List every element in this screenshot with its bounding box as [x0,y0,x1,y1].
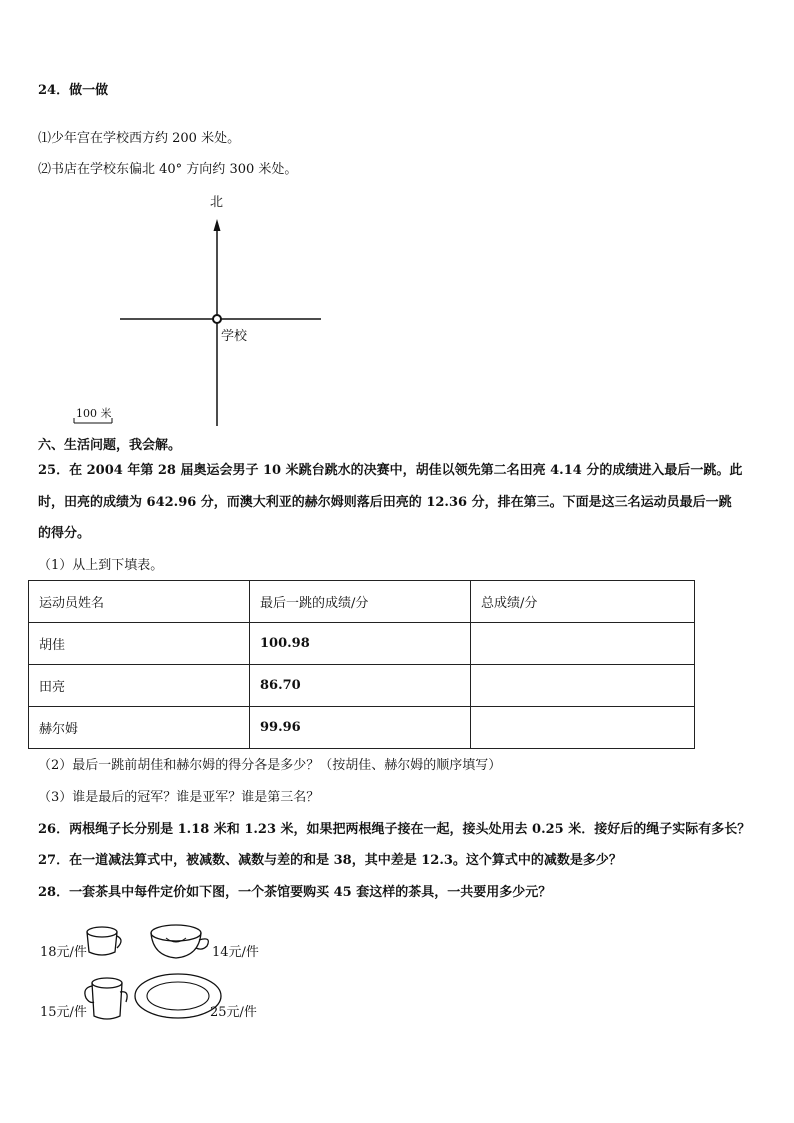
north-label: 北 [210,195,224,210]
school-point-icon [213,315,221,323]
q24-heading: 24．做一做 [38,83,109,98]
total-score-cell[interactable] [471,623,695,665]
q25-line-1: 25．在 2004 年第 28 届奥运会男子 10 米跳台跳水的决赛中，胡佳以领先第二名田亮 4.14 分的成绩进入最后一跳。此 [38,463,743,478]
pot-price: 15元/件 [40,1005,87,1020]
section-6-title: 六、生活问题，我会解。 [38,438,182,453]
q27-text: 27．在一道减法算式中，被减数、减数与差的和是 38，其中差是 12.3。这个算式中的减数是多少？ [38,853,622,868]
school-label: 学校 [221,329,248,344]
last-jump-score: 86.70 [250,665,471,707]
header-last-jump: 最后一跳的成绩/分 [250,581,471,623]
cup-icon [87,927,121,955]
q25-line-3: 的得分。 [38,526,91,541]
q25-sub-3: （3）谁是最后的冠军？谁是亚军？谁是第三名？ [38,790,320,805]
q24-item-1: ⑴少年宫在学校西方约 200 米处。 [38,131,241,146]
table-header-row [29,581,695,623]
pot-icon [85,978,127,1019]
bowl-price: 14元/件 [212,945,259,960]
header-total: 总成绩/分 [471,581,695,623]
score-table [28,580,695,749]
q25-line-2: 时，田亮的成绩为 642.96 分，而澳大利亚的赫尔姆则落后田亮的 12.36 分，排在第三。下面是这三名运动员最后一跳 [38,495,732,510]
athlete-name: 赫尔姆 [29,707,250,749]
q25-sub-2: （2）最后一跳前胡佳和赫尔姆的得分各是多少？（按胡佳、赫尔姆的顺序填写） [38,758,502,773]
q25-sub-1: （1）从上到下填表。 [38,558,164,573]
table-row [29,707,695,749]
athlete-name: 胡佳 [29,623,250,665]
table-row [29,665,695,707]
north-arrow-icon [214,219,221,231]
table-row [29,623,695,665]
athlete-name: 田亮 [29,665,250,707]
tea-set-illustration [0,900,794,1030]
plate-price: 25元/件 [210,1005,257,1020]
plate-icon [135,974,221,1018]
total-score-cell[interactable] [471,665,695,707]
scale-label: 100 米 [76,407,112,420]
header-name: 运动员姓名 [29,581,250,623]
q28-text: 28．一套茶具中每件定价如下图，一个茶馆要购买 45 套这样的茶具，一共要用多少元？ [38,885,552,900]
cup-price: 18元/件 [40,945,87,960]
last-jump-score: 100.98 [250,623,471,665]
bowl-icon [151,925,208,958]
last-jump-score: 99.96 [250,707,471,749]
q24-item-2: ⑵书店在学校东偏北 40° 方向约 300 米处。 [38,162,298,177]
q26-text: 26．两根绳子长分别是 1.18 米和 1.23 米，如果把两根绳子接在一起，接头处用去 0.25 米．接好后的绳子实际有多长？ [38,822,751,837]
total-score-cell[interactable] [471,707,695,749]
direction-diagram [0,0,794,440]
